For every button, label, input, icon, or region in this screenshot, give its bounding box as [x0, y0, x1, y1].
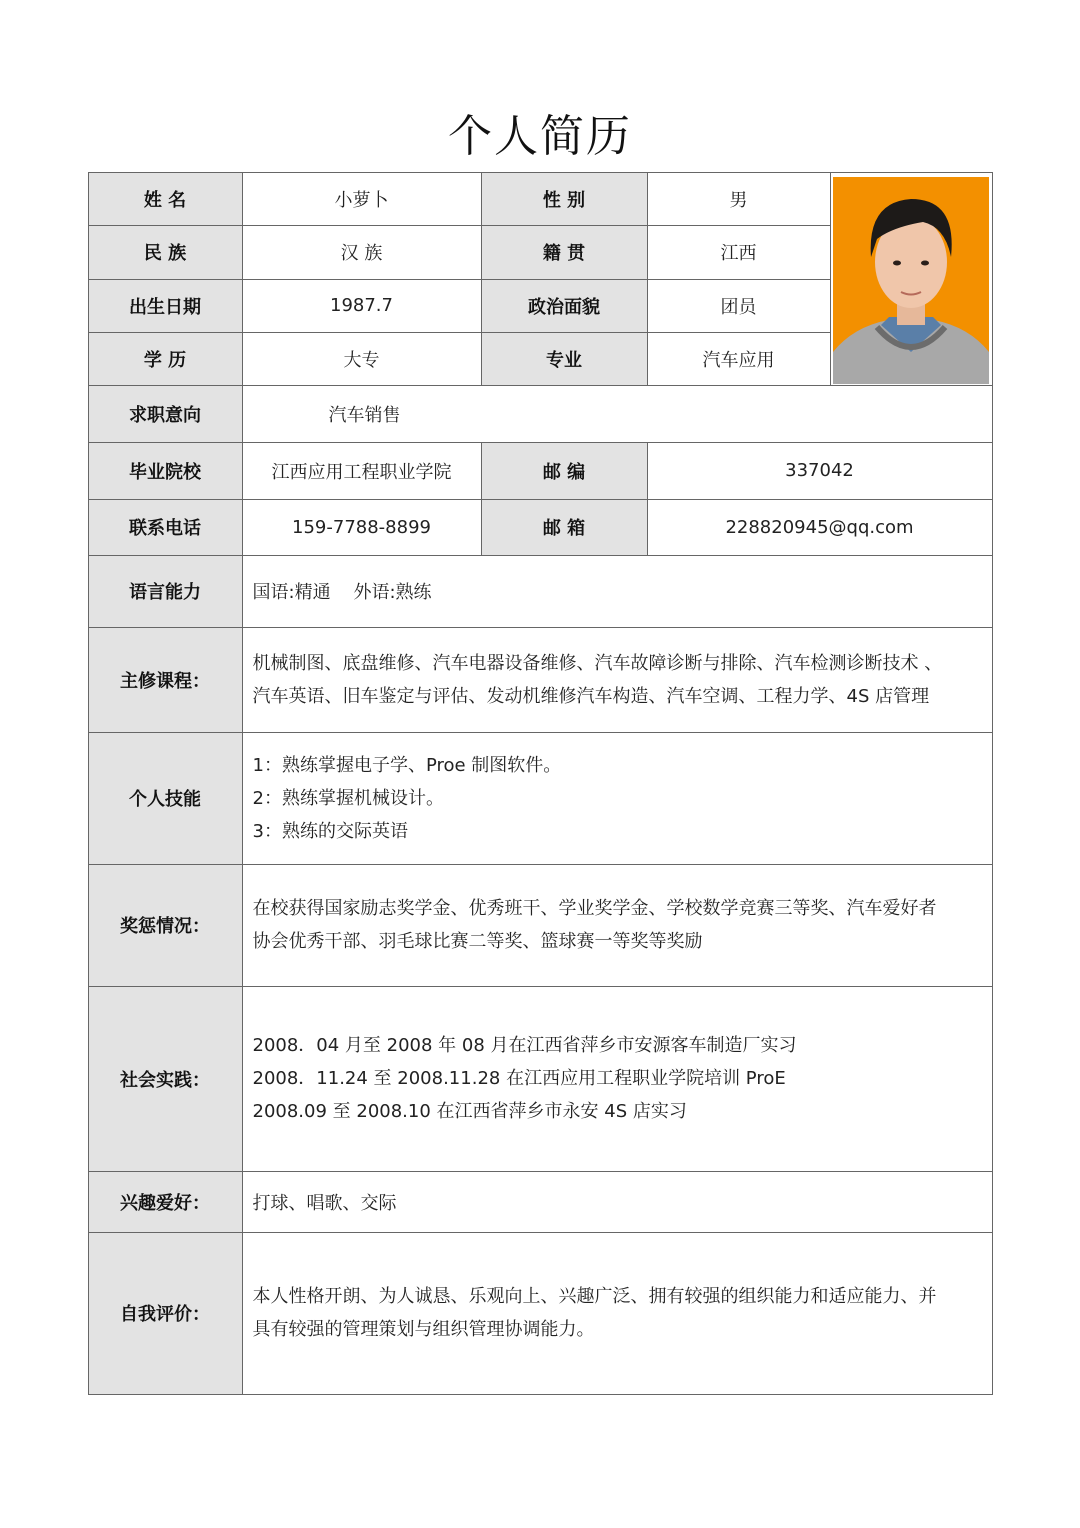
courses-line: 汽车英语、旧车鉴定与评估、发动机维修汽车构造、汽车空调、工程力学、4S 店管理: [252, 685, 930, 707]
education-value: 大专: [242, 332, 482, 386]
hobbies-value: 打球、唱歌、交际: [242, 1171, 993, 1233]
phone-value: 159-7788-8899: [242, 499, 482, 556]
email-value: 228820945@qq.com: [647, 499, 993, 556]
courses-line: 机械制图、底盘维修、汽车电器设备维修、汽车故障诊断与排除、汽车检测诊断技术 、: [252, 652, 943, 674]
language-label: 语言能力: [88, 555, 243, 628]
awards-line: 在校获得国家励志奖学金、优秀班干、学业奖学金、学校数学竞赛三等奖、汽车爱好者: [252, 898, 937, 919]
practice-item: 2008.09 至 2008.10 在江西省萍乡市永安 4S 店实习: [252, 1101, 687, 1122]
objective-label: 求职意向: [88, 385, 243, 443]
practice-cell: [242, 986, 993, 1172]
education-label: 学 历: [88, 332, 243, 386]
self-evaluation-cell: [242, 1232, 993, 1395]
ethnicity-value: 汉 族: [242, 225, 482, 280]
courses-cell: [242, 627, 993, 733]
practice-item: 2008．04 月至 2008 年 08 月在江西省萍乡市安源客车制造厂实习: [252, 1035, 797, 1056]
major-value: 汽车应用: [647, 332, 831, 386]
self-evaluation-label: 自我评价：: [88, 1232, 243, 1395]
awards-line: 协会优秀干部、羽毛球比赛二等奖、篮球赛一等奖等奖励: [252, 931, 703, 952]
skill-item: 2：熟练掌握机械设计。: [252, 787, 444, 809]
name-value: 小萝卜: [242, 172, 482, 226]
email-label: 邮 箱: [481, 499, 648, 556]
practice-item: 2008．11.24 至 2008.11.28 在江西应用工程职业学院培训 ProE: [252, 1068, 786, 1089]
ethnicity-label: 民 族: [88, 225, 243, 280]
hobbies-label: 兴趣爱好：: [88, 1171, 243, 1233]
courses-label: 主修课程：: [88, 627, 243, 733]
major-label: 专业: [481, 332, 648, 386]
politics-value: 团员: [647, 279, 831, 333]
politics-label: 政治面貌: [481, 279, 648, 333]
gender-label: 性 别: [481, 172, 648, 226]
skill-item: 1：熟练掌握电子学、Proe 制图软件。: [252, 754, 562, 776]
origin-label: 籍 贯: [481, 225, 648, 280]
skill-item: 3：熟练的交际英语: [252, 820, 408, 842]
origin-value: 江西: [647, 225, 831, 280]
birth-label: 出生日期: [88, 279, 243, 333]
page-title: 个人简历: [448, 111, 632, 162]
phone-label: 联系电话: [88, 499, 243, 556]
objective-value: 汽车销售: [242, 385, 993, 443]
postcode-label: 邮 编: [481, 442, 648, 500]
profile-photo: [833, 177, 989, 384]
language-value: 国语:精通 外语:熟练: [242, 555, 993, 628]
school-label: 毕业院校: [88, 442, 243, 500]
skills-label: 个人技能: [88, 732, 243, 865]
gender-value: 男: [647, 172, 831, 226]
awards-label: 奖惩情况：: [88, 864, 243, 987]
self-evaluation-line: 具有较强的管理策划与组织管理协调能力。: [252, 1319, 595, 1340]
practice-label: 社会实践：: [88, 986, 243, 1172]
birth-value: 1987.7: [242, 279, 482, 333]
name-label: 姓 名: [88, 172, 243, 226]
awards-cell: [242, 864, 993, 987]
skills-cell: [242, 732, 993, 865]
self-evaluation-line: 本人性格开朗、为人诚恳、乐观向上、兴趣广泛、拥有较强的组织能力和适应能力、并: [252, 1286, 937, 1307]
school-value: 江西应用工程职业学院: [242, 442, 482, 500]
postcode-value: 337042: [647, 442, 993, 500]
person-portrait-icon: [833, 177, 989, 384]
